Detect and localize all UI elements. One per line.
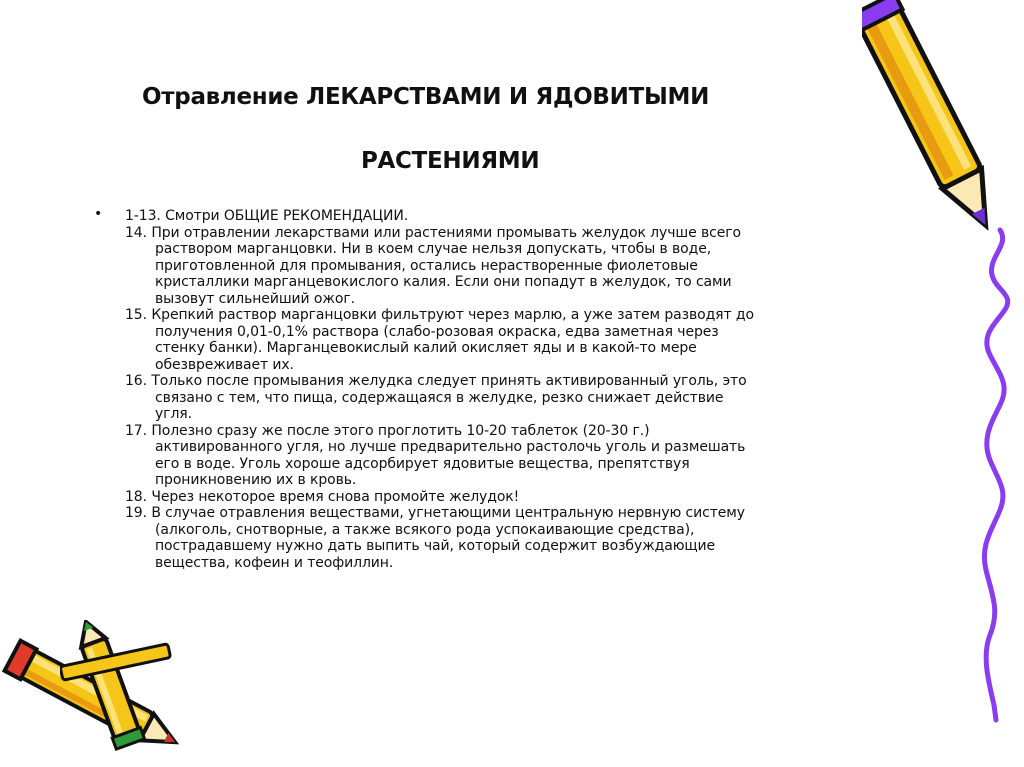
slide-body — [94, 208, 754, 571]
list-item: 16. Только после промывания желудка следует принять активированный уголь, это связано с тем, что пища, содержащаяся в желудке, резко снижает действие угля. — [125, 373, 747, 422]
list-item: 19. В случае отравления веществами, угнетающими центральную нервную систему (алкоголь, снотворные, а также всякого рода успокаивающие средства), пострадавшему нужно дать выпить чай, который содержит возбуждающие вещества, кофеин и теофиллин. — [125, 505, 745, 571]
purple-squiggle-line — [960, 225, 1024, 725]
list-item: 17. Полезно сразу же после этого проглотить 10-20 таблеток (20-30 г.) активированного угля, но лучше предварительно растолочь уголь и размешать его в воде. Уголь хороше адсорбирует ядовитые вещества, препятствуя проникновению их в кровь. — [125, 422, 746, 488]
pencil-bottom-left-small-icon — [60, 620, 180, 760]
list-item: 14. При отравлении лекарствами или растениями промывать желудок лучше всего раствором марганцовки. Ни в коем случае нельзя допускать, чтобы в воде, приготовленной для промывания, остались нерастворенные фиолетовые кристаллики марганцевокислого калия. Если они попадут в желудок, то сами вызовут сильнейший ожог. — [125, 224, 741, 307]
list-item: 18. Через некоторое время снова промойте желудок! — [125, 488, 520, 505]
recommendation-list — [125, 208, 754, 571]
slide-title-line-1: Отравление ЛЕКАРСТВАМИ И ЯДОВИТЫМИ — [142, 84, 710, 110]
list-item: 15. Крепкий раствор марганцовки фильтруют через марлю, а уже затем разводят до получения 0,01-0,1% раствора (слабо-розовая окраска, едва заметная через стенку банки). Марганцевокислый калий окисляет яды и в какой-то мере обезвреживает их. — [125, 307, 754, 373]
list-item: 1-13. Смотри ОБЩИЕ РЕКОМЕНДАЦИИ. — [125, 208, 409, 224]
bullet-marker: • — [94, 206, 103, 222]
slide-title-line-2: РАСТЕНИЯМИ — [361, 148, 540, 174]
pencil-top-right-icon — [862, 0, 1012, 245]
